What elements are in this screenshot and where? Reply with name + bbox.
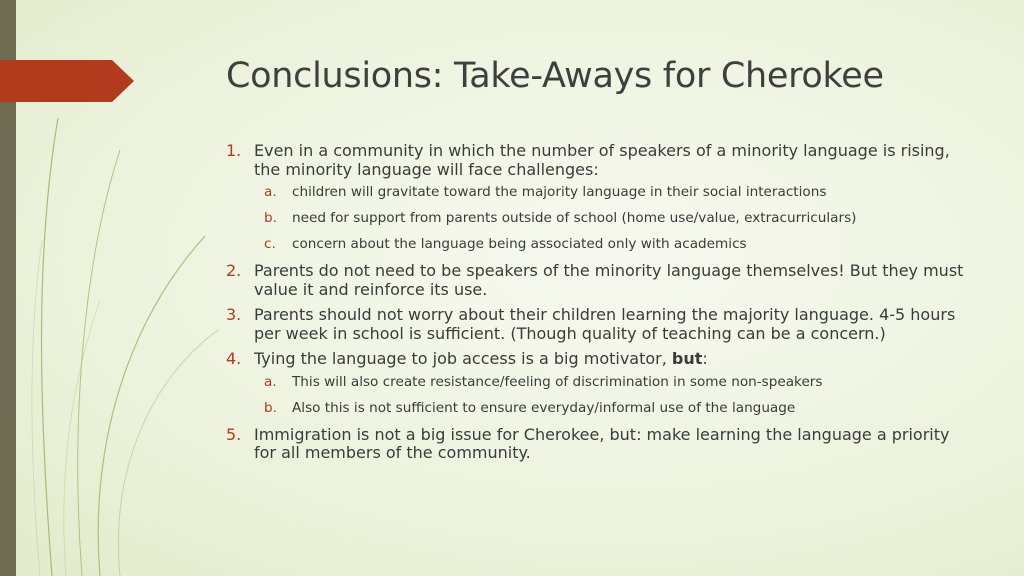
sub-letter: a.	[264, 373, 277, 390]
list-item-4	[226, 350, 976, 417]
sub-text: children will gravitate toward the majority language in their social interactions	[292, 184, 827, 200]
conclusions-list	[226, 142, 976, 470]
sublist-item	[254, 210, 976, 227]
sublist	[254, 374, 976, 417]
sublist-item	[254, 400, 976, 417]
sublist-item	[254, 236, 976, 253]
sub-text: Also this is not sufficient to ensure everyday/informal use of the language	[292, 399, 796, 416]
item-text-before: Tying the language to job access is a big motivator,	[254, 349, 672, 368]
sub-letter: b.	[264, 399, 277, 416]
item-text: Parents do not need to be speakers of the minority language themselves! But they must value it and reinforce its use.	[254, 261, 964, 299]
sub-text: This will also create resistance/feeling of discrimination in some non-speakers	[292, 373, 823, 390]
item-number: 4.	[226, 349, 242, 368]
item-text: Parents should not worry about their children learning the majority language. 4-5 hours per week in school is sufficient. (Though quality of teaching can be a concern.)	[254, 305, 956, 343]
sublist-item	[254, 184, 976, 201]
item-number: 2.	[226, 261, 242, 280]
sublist	[254, 184, 976, 253]
sub-text: concern about the language being associated only with academics	[292, 236, 747, 252]
item-number: 5.	[226, 424, 242, 444]
list-item-2	[226, 262, 976, 299]
list-item-5	[226, 426, 976, 463]
list-item-1	[226, 142, 976, 253]
item-text: Immigration is not a big issue for Cherokee, but: make learning the language a priority for all members of the community.	[254, 424, 950, 462]
title-accent-tab	[0, 60, 134, 102]
sub-text: need for support from parents outside of school (home use/value, extracurriculars)	[292, 210, 857, 226]
sub-letter: a.	[264, 184, 277, 200]
list-item-3	[226, 306, 976, 343]
item-number: 3.	[226, 305, 242, 324]
sub-letter: b.	[264, 210, 277, 226]
sub-letter: c.	[264, 236, 276, 252]
slide-title: Conclusions: Take-Aways for Cherokee	[226, 56, 884, 96]
item-text: Even in a community in which the number of speakers of a minority language is rising, the minority language will face challenges:	[254, 141, 950, 179]
sublist-item	[254, 374, 976, 391]
item-number: 1.	[226, 141, 242, 160]
item-text-bold: but	[671, 349, 703, 368]
item-text-after: :	[702, 349, 708, 368]
